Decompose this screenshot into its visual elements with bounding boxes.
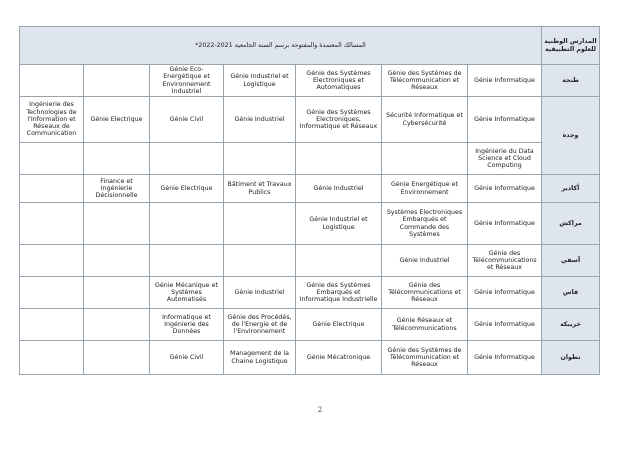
program-cell: Génie des Systèmes Embarqués et Informatique Industrielle bbox=[296, 277, 382, 309]
program-cell: Bâtiment et Travaux Publics bbox=[224, 175, 296, 203]
program-cell bbox=[84, 203, 150, 245]
program-cell bbox=[296, 143, 382, 175]
program-cell: Génie Informatique bbox=[468, 65, 542, 97]
program-cell bbox=[20, 277, 84, 309]
program-cell: Génie Réseaux et Télécommunications bbox=[382, 309, 468, 341]
program-cell bbox=[20, 309, 84, 341]
city-cell: آسفي bbox=[542, 245, 600, 277]
table-row bbox=[20, 97, 600, 143]
table-row bbox=[20, 341, 600, 375]
city-cell: وجدة bbox=[542, 97, 600, 175]
program-cell bbox=[84, 341, 150, 375]
program-cell: Génie Informatique bbox=[468, 309, 542, 341]
program-cell bbox=[224, 143, 296, 175]
program-cell bbox=[224, 203, 296, 245]
program-cell bbox=[150, 203, 224, 245]
table-row bbox=[20, 143, 600, 175]
program-cell bbox=[84, 309, 150, 341]
program-cell bbox=[84, 65, 150, 97]
city-cell: فاس bbox=[542, 277, 600, 309]
program-cell: Génie Electrique bbox=[296, 309, 382, 341]
city-cell: طنجة bbox=[542, 65, 600, 97]
program-cell: Génie des Procédés, de l'Energie et de l'Environnement bbox=[224, 309, 296, 341]
program-cell: Systèmes Electroniques Embarqués et Commande des Systèmes bbox=[382, 203, 468, 245]
program-cell: Génie Industriel bbox=[224, 277, 296, 309]
program-cell: Génie Eco-Energétique et Environnement Industriel bbox=[150, 65, 224, 97]
program-cell: Génie Industriel bbox=[224, 97, 296, 143]
table-row bbox=[20, 277, 600, 309]
program-cell: Génie Informatique bbox=[468, 277, 542, 309]
program-cell bbox=[150, 143, 224, 175]
program-cell: Génie Informatique bbox=[468, 97, 542, 143]
program-cell bbox=[20, 245, 84, 277]
page-number: 2 bbox=[317, 406, 323, 414]
program-cell bbox=[20, 65, 84, 97]
table-row bbox=[20, 175, 600, 203]
table-title-text: المسالك المعتمدة والمفتوحة برسم السنة الجامعية 2021-2022* bbox=[195, 41, 366, 49]
program-cell bbox=[84, 245, 150, 277]
program-cell: Génie Energétique et Environnement bbox=[382, 175, 468, 203]
program-cell: Génie des Systèmes de Télécommunication et Réseaux bbox=[382, 65, 468, 97]
program-cell: Ingénierie des Technologies de l'Information et Réseaux de Communication bbox=[20, 97, 84, 143]
programs-table bbox=[19, 26, 600, 375]
table-row bbox=[20, 245, 600, 277]
program-cell: Génie des Télécommunications et Réseaux bbox=[468, 245, 542, 277]
program-cell bbox=[20, 341, 84, 375]
program-cell bbox=[20, 143, 84, 175]
program-cell: Génie Civil bbox=[150, 341, 224, 375]
program-cell: Génie Informatique bbox=[468, 175, 542, 203]
program-cell: Sécurité Informatique et Cybersécurité bbox=[382, 97, 468, 143]
program-cell: Génie Industriel et Logistique bbox=[224, 65, 296, 97]
city-cell: تطوان bbox=[542, 341, 600, 375]
program-cell bbox=[150, 245, 224, 277]
program-cell: Génie des Télécommunications et Réseaux bbox=[382, 277, 468, 309]
program-cell: Informatique et Ingénierie des Données bbox=[150, 309, 224, 341]
program-cell: Génie Mécanique et Systèmes Automatisés bbox=[150, 277, 224, 309]
city-cell: مراكش bbox=[542, 203, 600, 245]
table-row bbox=[20, 203, 600, 245]
program-cell: Génie des Systèmes de Télécommunication et Réseaux bbox=[382, 341, 468, 375]
table-row bbox=[20, 65, 600, 97]
program-cell: Management de la Chaine Logistique bbox=[224, 341, 296, 375]
table-header-row bbox=[20, 27, 600, 65]
program-cell bbox=[296, 245, 382, 277]
city-cell: أكادير bbox=[542, 175, 600, 203]
schools-header: المدارس الوطنية للعلوم التطبيقية bbox=[542, 27, 600, 65]
city-cell: خريبكة bbox=[542, 309, 600, 341]
program-cell: Génie Industriel et Logistique bbox=[296, 203, 382, 245]
program-cell bbox=[20, 203, 84, 245]
program-cell: Génie Civil bbox=[150, 97, 224, 143]
program-cell: Finance et Ingénierie Décisionnelle bbox=[84, 175, 150, 203]
program-cell: Génie Electrique bbox=[150, 175, 224, 203]
program-cell bbox=[20, 175, 84, 203]
program-cell: Génie Mécatronique bbox=[296, 341, 382, 375]
table-row bbox=[20, 309, 600, 341]
program-cell: Génie des Systèmes Electroniques, Informatique et Réseaux bbox=[296, 97, 382, 143]
program-cell: Génie Industriel bbox=[382, 245, 468, 277]
program-cell: Génie des Systèmes Electroniques et Automatiques bbox=[296, 65, 382, 97]
table-title bbox=[20, 27, 542, 65]
program-cell bbox=[84, 277, 150, 309]
program-cell: Ingénierie du Data Science et Cloud Computing bbox=[468, 143, 542, 175]
program-cell bbox=[382, 143, 468, 175]
program-cell: Génie Informatique bbox=[468, 341, 542, 375]
program-cell bbox=[84, 143, 150, 175]
program-cell bbox=[224, 245, 296, 277]
program-cell: Génie Informatique bbox=[468, 203, 542, 245]
program-cell: Génie Industriel bbox=[296, 175, 382, 203]
program-cell: Génie Electrique bbox=[84, 97, 150, 143]
